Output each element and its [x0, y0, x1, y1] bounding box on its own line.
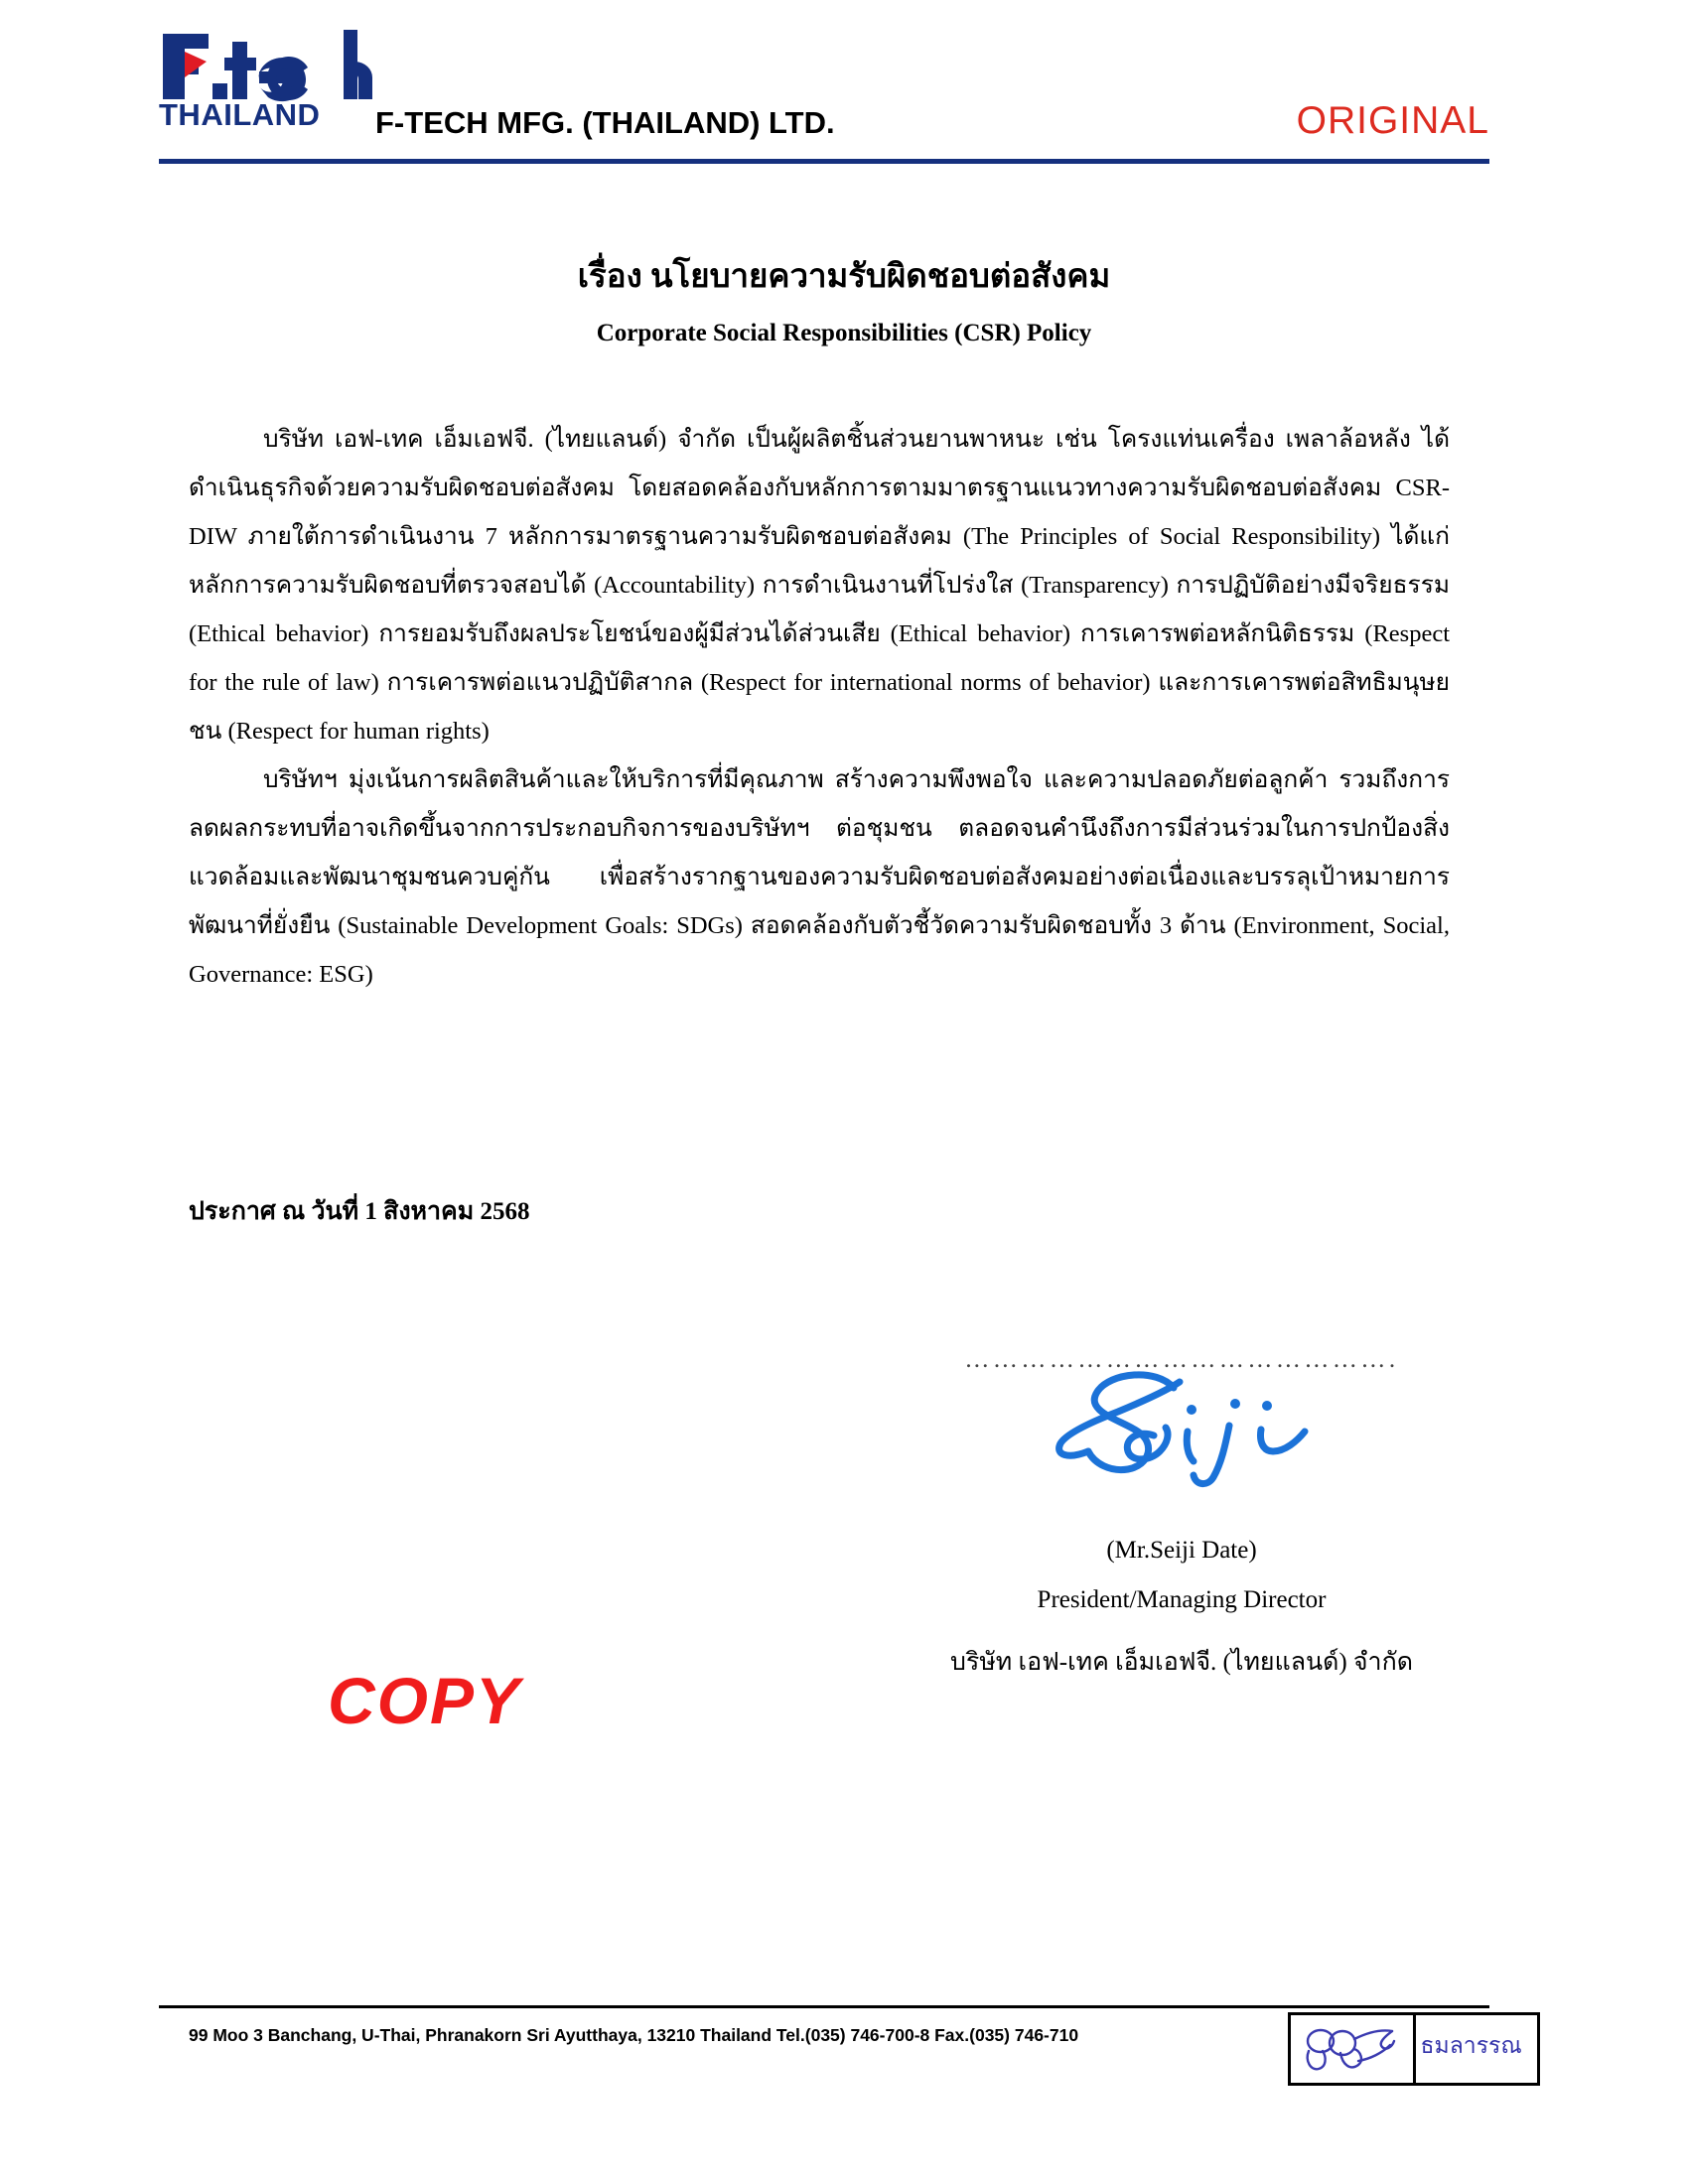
body-paragraph-2: บริษัทฯ มุ่งเน้นการผลิตสินค้าและให้บริการที่มีคุณภาพ สร้างความพึงพอใจ และความปลอดภัยต่อลูกค้า รวมถึงการลดผลกระทบที่อาจเกิดขึ้นจากการประกอบกิจการของบริษัทฯ ต่อชุมชน ตลอดจนคำนึงถึงการมีส่วนร่วมในการปกป้องสิ่งแวดล้อมและพัฒนาชุมชนควบคู่กัน เพื่อสร้างรากฐานของความรับผิดชอบต่อสังคมอย่างต่อเนื่องและบรรลุเป้าหมายการพัฒนาที่ยั่งยืน (Sustainable Development Goals: SDGs) สอดคล้องกับตัวชี้วัดความรับผิดชอบทั้ง 3 ด้าน (Environment, Social, Governance: ESG)	[189, 766, 1450, 988]
signer-name: (Mr.Seiji Date)	[1106, 1537, 1257, 1564]
ftech-logo-mark	[159, 28, 372, 105]
signature-dotted-line: ……………………………………….	[964, 1346, 1399, 1373]
header-divider	[159, 159, 1489, 164]
footer-address: 99 Moo 3 Banchang, U-Thai, Phranakorn Sri Ayutthaya, 13210 Thailand Tel.(035) 746-700-8 Fax.(035) 746-710	[189, 2025, 1079, 2045]
footer-divider	[159, 2005, 1489, 2008]
announcement-date: ประกาศ ณ วันที่ 1 สิงหาคม 2568	[189, 1198, 530, 1225]
page-title-english: Corporate Social Responsibilities (CSR) Policy	[596, 320, 1092, 346]
company-name-heading: F-TECH MFG. (THAILAND) LTD.	[375, 105, 835, 140]
document-header	[159, 28, 1489, 167]
approval-signature-cell	[1291, 2015, 1416, 2083]
company-logo	[159, 28, 372, 142]
document-body	[189, 415, 1450, 999]
signer-role: President/Managing Director	[1037, 1586, 1327, 1613]
copy-stamp: COPY	[328, 1664, 522, 1737]
approval-stamp-box	[1288, 2012, 1540, 2086]
signature-mark	[923, 1346, 1440, 1491]
signature-block	[923, 1346, 1440, 1682]
page-title-thai: เรื่อง นโยบายความรับผิดชอบต่อสังคม	[577, 259, 1111, 295]
approval-name-text: ธมลารรณ	[1420, 2033, 1522, 2059]
handwritten-signature-icon	[1297, 2017, 1406, 2082]
body-paragraph-1: บริษัท เอฟ-เทค เอ็มเอฟจี. (ไทยแลนด์) จำกัด เป็นผู้ผลิตชิ้นส่วนยานพาหนะ เช่น โครงแท่นเครื่อง เพลาล้อหลัง ได้ดำเนินธุรกิจด้วยความรับผิดชอบต่อสังคม โดยสอดคล้องกับหลักการตามมาตรฐานแนวทางความรับผิดชอบต่อสังคม CSR-DIW ภายใต้การดำเนินงาน 7 หลักการมาตรฐานความรับผิดชอบต่อสังคม (The Principles of Social Responsibility) ได้แก่ หลักการความรับผิดชอบที่ตรวจสอบได้ (Accountability) การดำเนินงานที่โปร่งใส (Transparency) การปฏิบัติอย่างมีจริยธรรม (Ethical behavior) การยอมรับถึงผลประโยชน์ของผู้มีส่วนได้ส่วนเสีย (Ethical behavior) การเคารพต่อหลักนิติธรรม (Respect for the rule of law) การเคารพต่อแนวปฏิบัติสากล (Respect for international norms of behavior) และการเคารพต่อสิทธิมนุษยชน (Respect for human rights)	[189, 426, 1450, 745]
approval-name-cell	[1416, 2015, 1538, 2083]
original-stamp: ORIGINAL	[1296, 99, 1489, 142]
logo-thailand-text: THAILAND	[159, 97, 321, 132]
signer-company: บริษัท เอฟ-เทค เอ็มเอฟจี. (ไทยแลนด์) จำกัด	[950, 1649, 1413, 1676]
